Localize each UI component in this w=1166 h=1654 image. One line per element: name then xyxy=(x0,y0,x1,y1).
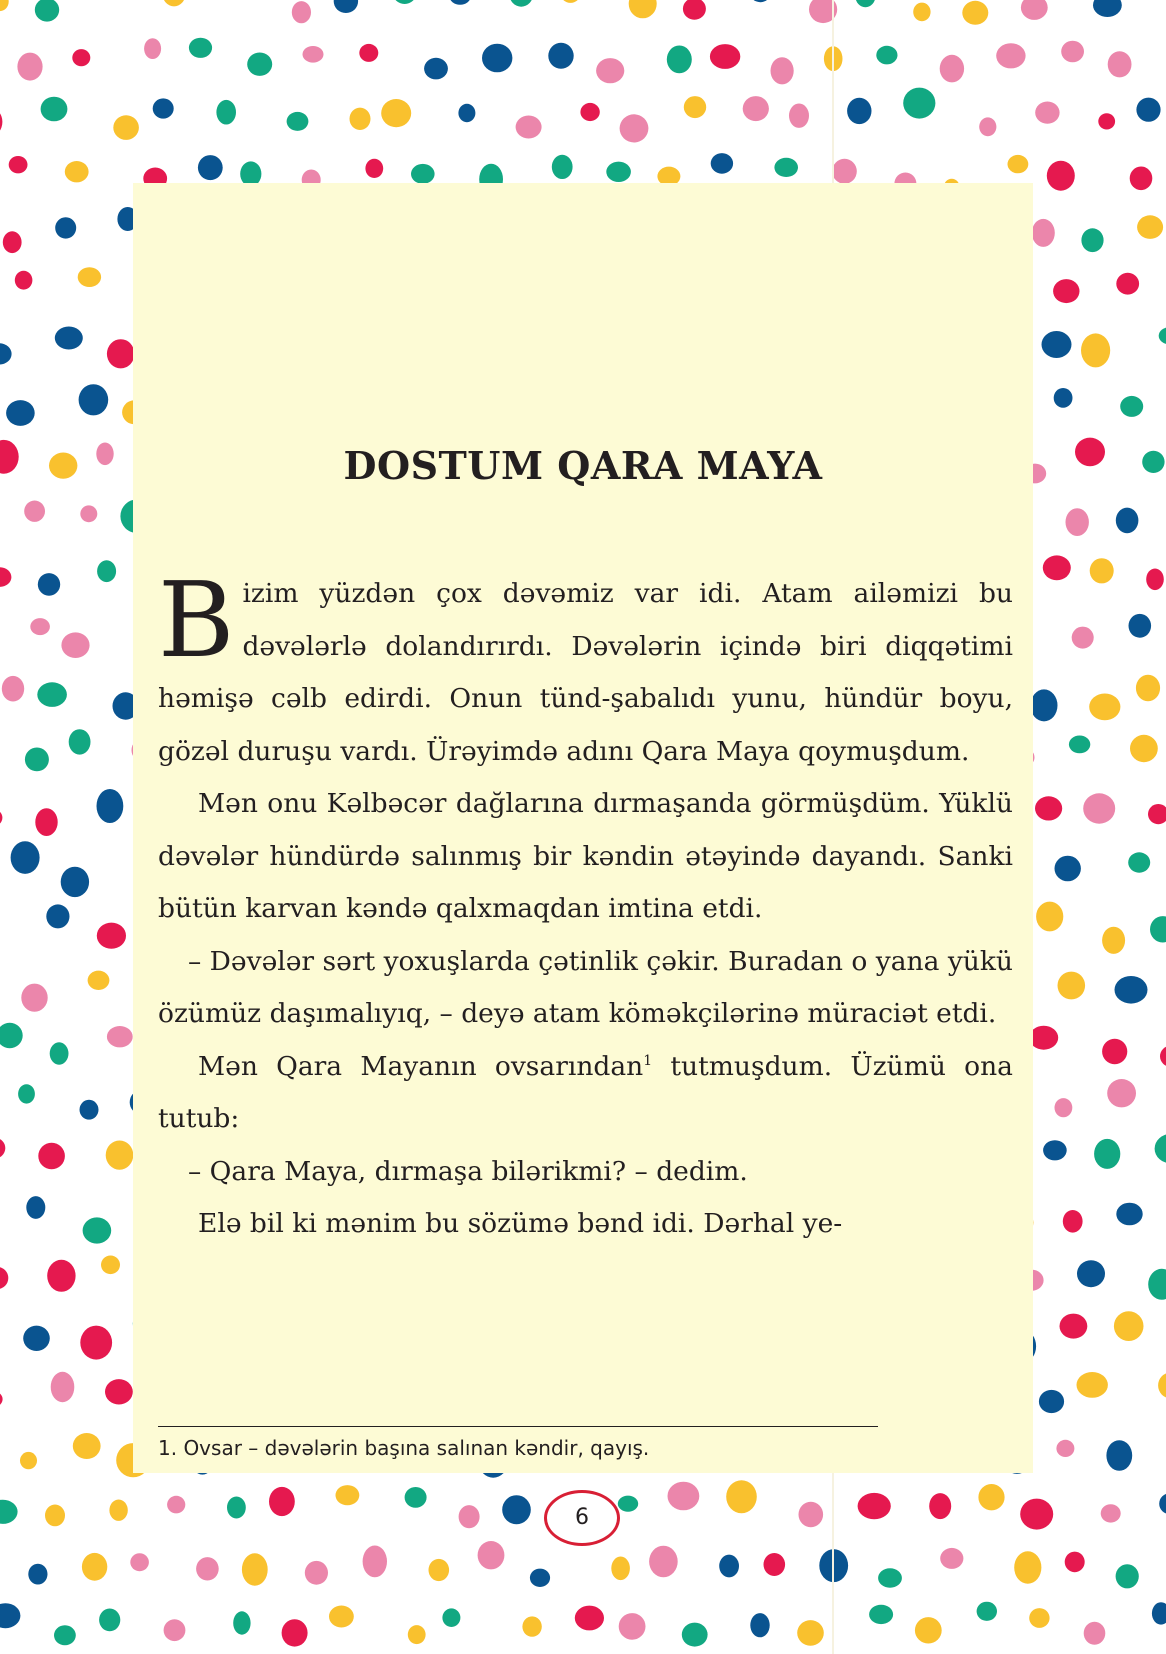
background-dot xyxy=(855,0,875,7)
background-dot xyxy=(869,1605,893,1624)
background-dot xyxy=(130,1553,149,1571)
background-dot xyxy=(619,1613,646,1640)
background-dot xyxy=(903,88,935,119)
background-dot xyxy=(0,1267,8,1289)
background-dot xyxy=(363,1546,387,1578)
background-dot xyxy=(329,1606,354,1628)
background-dot xyxy=(606,162,631,182)
background-dot xyxy=(46,904,69,928)
background-dot xyxy=(292,1,311,23)
background-dot xyxy=(1137,215,1163,239)
background-dot xyxy=(55,327,83,350)
background-dot xyxy=(530,1569,550,1587)
text-panel xyxy=(133,183,1033,1473)
background-dot xyxy=(1055,1098,1073,1117)
background-dot xyxy=(1083,793,1115,823)
background-dot xyxy=(1061,41,1084,63)
background-dot xyxy=(1014,1551,1041,1584)
footnote: 1. Ovsar – dəvələrin başına salınan kəndir, qayış. xyxy=(158,1436,650,1460)
background-dot xyxy=(106,1141,134,1170)
background-dot xyxy=(198,155,223,180)
background-dot xyxy=(1063,1210,1083,1233)
background-dot xyxy=(97,923,126,949)
background-dot xyxy=(50,1042,69,1064)
background-dot xyxy=(25,748,49,772)
background-dot xyxy=(305,1561,328,1585)
background-dot xyxy=(649,1546,678,1578)
background-dot xyxy=(1054,388,1073,408)
background-dot xyxy=(876,46,897,65)
background-dot xyxy=(47,1260,75,1292)
background-dot xyxy=(1159,327,1166,344)
background-dot xyxy=(1148,1269,1166,1300)
background-dot xyxy=(38,573,60,596)
background-dot xyxy=(799,1502,824,1527)
background-dot xyxy=(915,1617,942,1643)
background-dot xyxy=(1094,1139,1120,1169)
background-dot xyxy=(350,108,371,130)
background-dot xyxy=(977,1602,997,1621)
background-dot xyxy=(88,971,110,990)
background-dot xyxy=(978,1484,1004,1510)
footnote-marker: 1 xyxy=(643,1052,653,1069)
background-dot xyxy=(80,1326,112,1360)
background-dot xyxy=(1160,1046,1166,1067)
paragraph-3: – Dəvələr sərt yoxuşlarda çətinlik çəkir. Buradan o yana yükü özümüz daşımalıyıq, – deyə atam köməkçilərinə müraciət etdi. xyxy=(158,945,1013,1029)
background-dot xyxy=(54,1625,76,1645)
background-dot xyxy=(162,0,185,6)
background-dot xyxy=(449,0,470,5)
background-dot xyxy=(99,1609,120,1632)
background-dot xyxy=(96,443,113,466)
background-dot xyxy=(684,96,706,118)
background-dot xyxy=(1159,1493,1166,1514)
background-dot xyxy=(618,1496,638,1512)
background-dot xyxy=(242,1553,268,1586)
background-dot xyxy=(552,155,573,179)
background-dot xyxy=(113,115,139,140)
background-dot xyxy=(24,501,45,522)
background-dot xyxy=(83,1217,112,1243)
background-dot xyxy=(359,44,378,62)
background-dot xyxy=(45,1505,65,1527)
background-dot xyxy=(153,98,174,118)
background-dot xyxy=(109,1500,127,1521)
background-dot xyxy=(1098,113,1115,129)
background-dot xyxy=(334,0,358,13)
background-dot xyxy=(1158,1373,1166,1399)
story-body xyxy=(158,559,1013,1251)
background-dot xyxy=(1008,155,1029,173)
background-dot xyxy=(101,1256,120,1275)
background-dot xyxy=(1130,735,1158,762)
background-dot xyxy=(913,3,930,22)
background-dot xyxy=(6,400,35,426)
background-dot xyxy=(1081,333,1110,367)
background-dot xyxy=(0,567,11,587)
page-number: 6 xyxy=(544,1490,620,1546)
background-dot xyxy=(69,729,91,754)
background-dot xyxy=(38,1143,65,1170)
background-dot xyxy=(750,1613,769,1637)
background-dot xyxy=(1039,1390,1064,1413)
background-dot xyxy=(878,1568,902,1587)
background-dot xyxy=(1031,689,1058,721)
background-dot xyxy=(509,0,533,7)
background-dot xyxy=(764,1553,786,1576)
background-dot xyxy=(1035,102,1059,124)
background-dot xyxy=(620,114,649,142)
background-dot xyxy=(105,1379,133,1404)
background-dot xyxy=(49,453,77,479)
background-dot xyxy=(502,1495,531,1524)
background-dot xyxy=(35,808,57,836)
background-dot xyxy=(629,0,657,18)
background-dot xyxy=(771,57,794,84)
background-dot xyxy=(710,44,740,69)
background-dot xyxy=(560,0,581,3)
background-dot xyxy=(1043,555,1071,580)
background-dot xyxy=(405,1487,427,1508)
background-dot xyxy=(1065,1552,1085,1573)
background-dot xyxy=(65,161,89,182)
background-dot xyxy=(233,1611,250,1634)
background-dot xyxy=(0,1391,3,1408)
background-dot xyxy=(9,156,28,173)
background-dot xyxy=(442,1608,460,1627)
background-dot xyxy=(79,384,109,415)
background-dot xyxy=(196,1557,219,1580)
background-dot xyxy=(478,1541,505,1569)
background-dot xyxy=(269,1487,295,1516)
background-dot xyxy=(1043,1140,1067,1160)
paragraph-4-text-a: Mən Qara Mayanın ovsarından xyxy=(198,1050,644,1082)
background-dot xyxy=(0,1023,23,1048)
background-dot xyxy=(97,560,116,582)
background-dot xyxy=(719,1555,739,1578)
paragraph-4-text-b: tutmuşdum. Üzümü ona tutub: xyxy=(158,1050,1013,1134)
background-dot xyxy=(303,46,324,63)
background-dot xyxy=(1036,902,1063,932)
background-dot xyxy=(1116,1203,1142,1226)
background-dot xyxy=(282,1619,308,1646)
paragraph-1 xyxy=(158,559,1013,778)
background-dot xyxy=(726,1480,757,1513)
background-dot xyxy=(962,1,988,25)
background-dot xyxy=(73,1433,101,1459)
background-dot xyxy=(1075,438,1105,467)
paragraph-2: Mən onu Kəlbəcər dağlarına dırmaşanda görmüşdüm. Yüklü dəvələr hündürdə salınmış bir kəndin ətəyində dayandı. Sanki bütün karvan kəndə qalxmaqdan imtina etdi. xyxy=(158,788,1013,924)
background-dot xyxy=(1116,508,1139,534)
background-dot xyxy=(107,1026,133,1047)
background-dot xyxy=(1130,167,1153,191)
background-dot xyxy=(749,0,772,2)
background-dot xyxy=(1053,279,1079,303)
background-dot xyxy=(929,1493,951,1519)
background-dot xyxy=(1058,972,1086,1000)
background-dot xyxy=(1069,736,1090,754)
background-dot xyxy=(832,159,857,184)
background-dot xyxy=(1077,1260,1105,1287)
drop-cap: B xyxy=(158,559,235,681)
background-dot xyxy=(0,1603,20,1628)
background-dot xyxy=(61,632,89,658)
background-dot xyxy=(11,841,40,874)
background-dot xyxy=(365,159,383,178)
background-dot xyxy=(37,682,67,707)
paragraph-6: Elə bil ki mənim bu sözümə bənd idi. Dərhal ye- xyxy=(198,1208,843,1239)
background-dot xyxy=(1084,1622,1106,1645)
background-dot xyxy=(575,1606,604,1631)
paragraph-4 xyxy=(158,1041,1013,1146)
background-dot xyxy=(668,1482,700,1511)
background-dot xyxy=(596,58,624,83)
background-dot xyxy=(0,808,2,827)
background-dot xyxy=(35,0,59,22)
background-dot xyxy=(1101,1504,1121,1522)
background-dot xyxy=(227,1497,246,1519)
background-dot xyxy=(458,104,475,122)
background-dot xyxy=(1150,916,1166,942)
background-dot xyxy=(82,1553,107,1581)
background-dot xyxy=(0,108,2,137)
background-dot xyxy=(1081,228,1103,252)
background-dot xyxy=(2,676,24,702)
background-dot xyxy=(858,1493,891,1519)
background-dot xyxy=(18,1084,35,1103)
background-dot xyxy=(51,1372,75,1402)
background-dot xyxy=(1020,1499,1053,1530)
footnote-divider xyxy=(158,1426,878,1427)
background-dot xyxy=(1029,1608,1049,1628)
background-dot xyxy=(411,164,435,184)
background-dot xyxy=(0,1138,5,1159)
background-dot xyxy=(15,271,33,290)
background-dot xyxy=(61,867,89,897)
background-dot xyxy=(107,339,135,368)
background-dot xyxy=(97,789,124,823)
background-dot xyxy=(1066,508,1089,536)
background-dot xyxy=(1129,614,1152,638)
background-dot xyxy=(940,55,964,83)
background-dot xyxy=(393,0,416,4)
background-dot xyxy=(41,97,68,122)
background-dot xyxy=(1116,1564,1139,1588)
background-dot xyxy=(189,38,212,58)
background-dot xyxy=(979,117,996,136)
background-dot xyxy=(216,100,236,125)
background-dot xyxy=(1055,856,1081,882)
background-dot xyxy=(482,44,512,73)
background-dot xyxy=(682,1623,708,1647)
background-dot xyxy=(1072,627,1094,649)
background-dot xyxy=(78,267,101,287)
background-dot xyxy=(1136,675,1160,702)
background-dot xyxy=(516,116,542,139)
background-dot xyxy=(1056,1440,1074,1457)
background-dot xyxy=(683,0,706,20)
background-dot xyxy=(144,38,161,59)
background-dot xyxy=(797,1620,824,1646)
background-dot xyxy=(1107,1079,1136,1107)
background-dot xyxy=(80,1100,99,1120)
background-dot xyxy=(580,103,599,121)
background-dot xyxy=(26,1196,45,1219)
background-dot xyxy=(743,96,769,121)
background-dot xyxy=(408,1625,426,1644)
background-dot xyxy=(1106,1440,1132,1471)
background-dot xyxy=(1090,558,1114,583)
background-dot xyxy=(80,505,97,522)
background-dot xyxy=(1146,569,1164,591)
background-dot xyxy=(522,1616,541,1636)
background-dot xyxy=(711,153,733,174)
background-dot xyxy=(1060,1314,1088,1339)
background-dot xyxy=(424,58,448,80)
background-dot xyxy=(167,1496,185,1514)
background-dot xyxy=(247,52,272,75)
background-dot xyxy=(1120,396,1143,417)
background-dot xyxy=(1115,976,1148,1004)
background-dot xyxy=(1093,0,1122,17)
background-dot xyxy=(0,1500,18,1524)
background-dot xyxy=(847,98,871,124)
paragraph-1-text: izim yüzdən çox dəvəmiz var idi. Atam ailəmizi bu dəvələrlə dolandırırdı. Dəvələrin içində biri diqqətimi həmişə cəlb edirdi. Onun tünd-şabalıdı yunu, hündür boyu, gözəl duruşu vardı. Ürəyimdə adını Qara Maya qoymuşdum. xyxy=(158,578,1013,767)
background-dot xyxy=(1155,1134,1166,1163)
background-dot xyxy=(667,46,692,74)
background-dot xyxy=(548,43,573,69)
background-dot xyxy=(0,440,19,474)
background-dot xyxy=(17,53,42,81)
background-dot xyxy=(789,104,809,128)
background-dot xyxy=(1047,161,1075,191)
background-dot xyxy=(429,1559,450,1581)
background-dot xyxy=(336,1485,360,1505)
background-dot xyxy=(1089,694,1120,721)
background-dot xyxy=(21,984,47,1012)
background-dot xyxy=(1042,331,1072,358)
background-dot xyxy=(1136,98,1160,122)
background-dot xyxy=(1035,796,1062,820)
background-dot xyxy=(996,43,1025,68)
background-dot xyxy=(55,217,76,238)
background-dot xyxy=(611,1557,630,1581)
page-title: DOSTUM QARA MAYA xyxy=(343,443,823,488)
background-dot xyxy=(1152,1602,1166,1624)
background-dot xyxy=(1102,1039,1127,1064)
background-dot xyxy=(1114,1311,1144,1341)
background-dot xyxy=(287,112,309,131)
background-dot xyxy=(23,1326,50,1351)
background-dot xyxy=(1077,1372,1108,1398)
paragraph-5: – Qara Maya, dırmaşa bilərikmi? – dedim. xyxy=(188,1155,748,1187)
background-dot xyxy=(20,1452,37,1469)
background-dot xyxy=(164,1619,186,1641)
background-dot xyxy=(1116,273,1139,295)
background-dot xyxy=(1148,804,1166,824)
background-dot xyxy=(940,1548,963,1569)
background-dot xyxy=(3,231,22,253)
background-dot xyxy=(28,1564,47,1585)
background-dot xyxy=(459,1505,480,1528)
background-dot xyxy=(0,343,12,364)
background-dot xyxy=(381,99,411,127)
background-dot xyxy=(1032,219,1055,247)
background-dot xyxy=(1128,852,1150,872)
background-dot xyxy=(30,618,50,635)
background-dot xyxy=(774,158,798,177)
background-dot xyxy=(1108,51,1132,77)
background-dot xyxy=(0,0,9,11)
background-dot xyxy=(1142,451,1164,473)
background-dot xyxy=(72,49,90,66)
background-dot xyxy=(1029,1026,1058,1050)
background-dot xyxy=(1102,927,1125,954)
background-dot xyxy=(1021,0,1048,20)
